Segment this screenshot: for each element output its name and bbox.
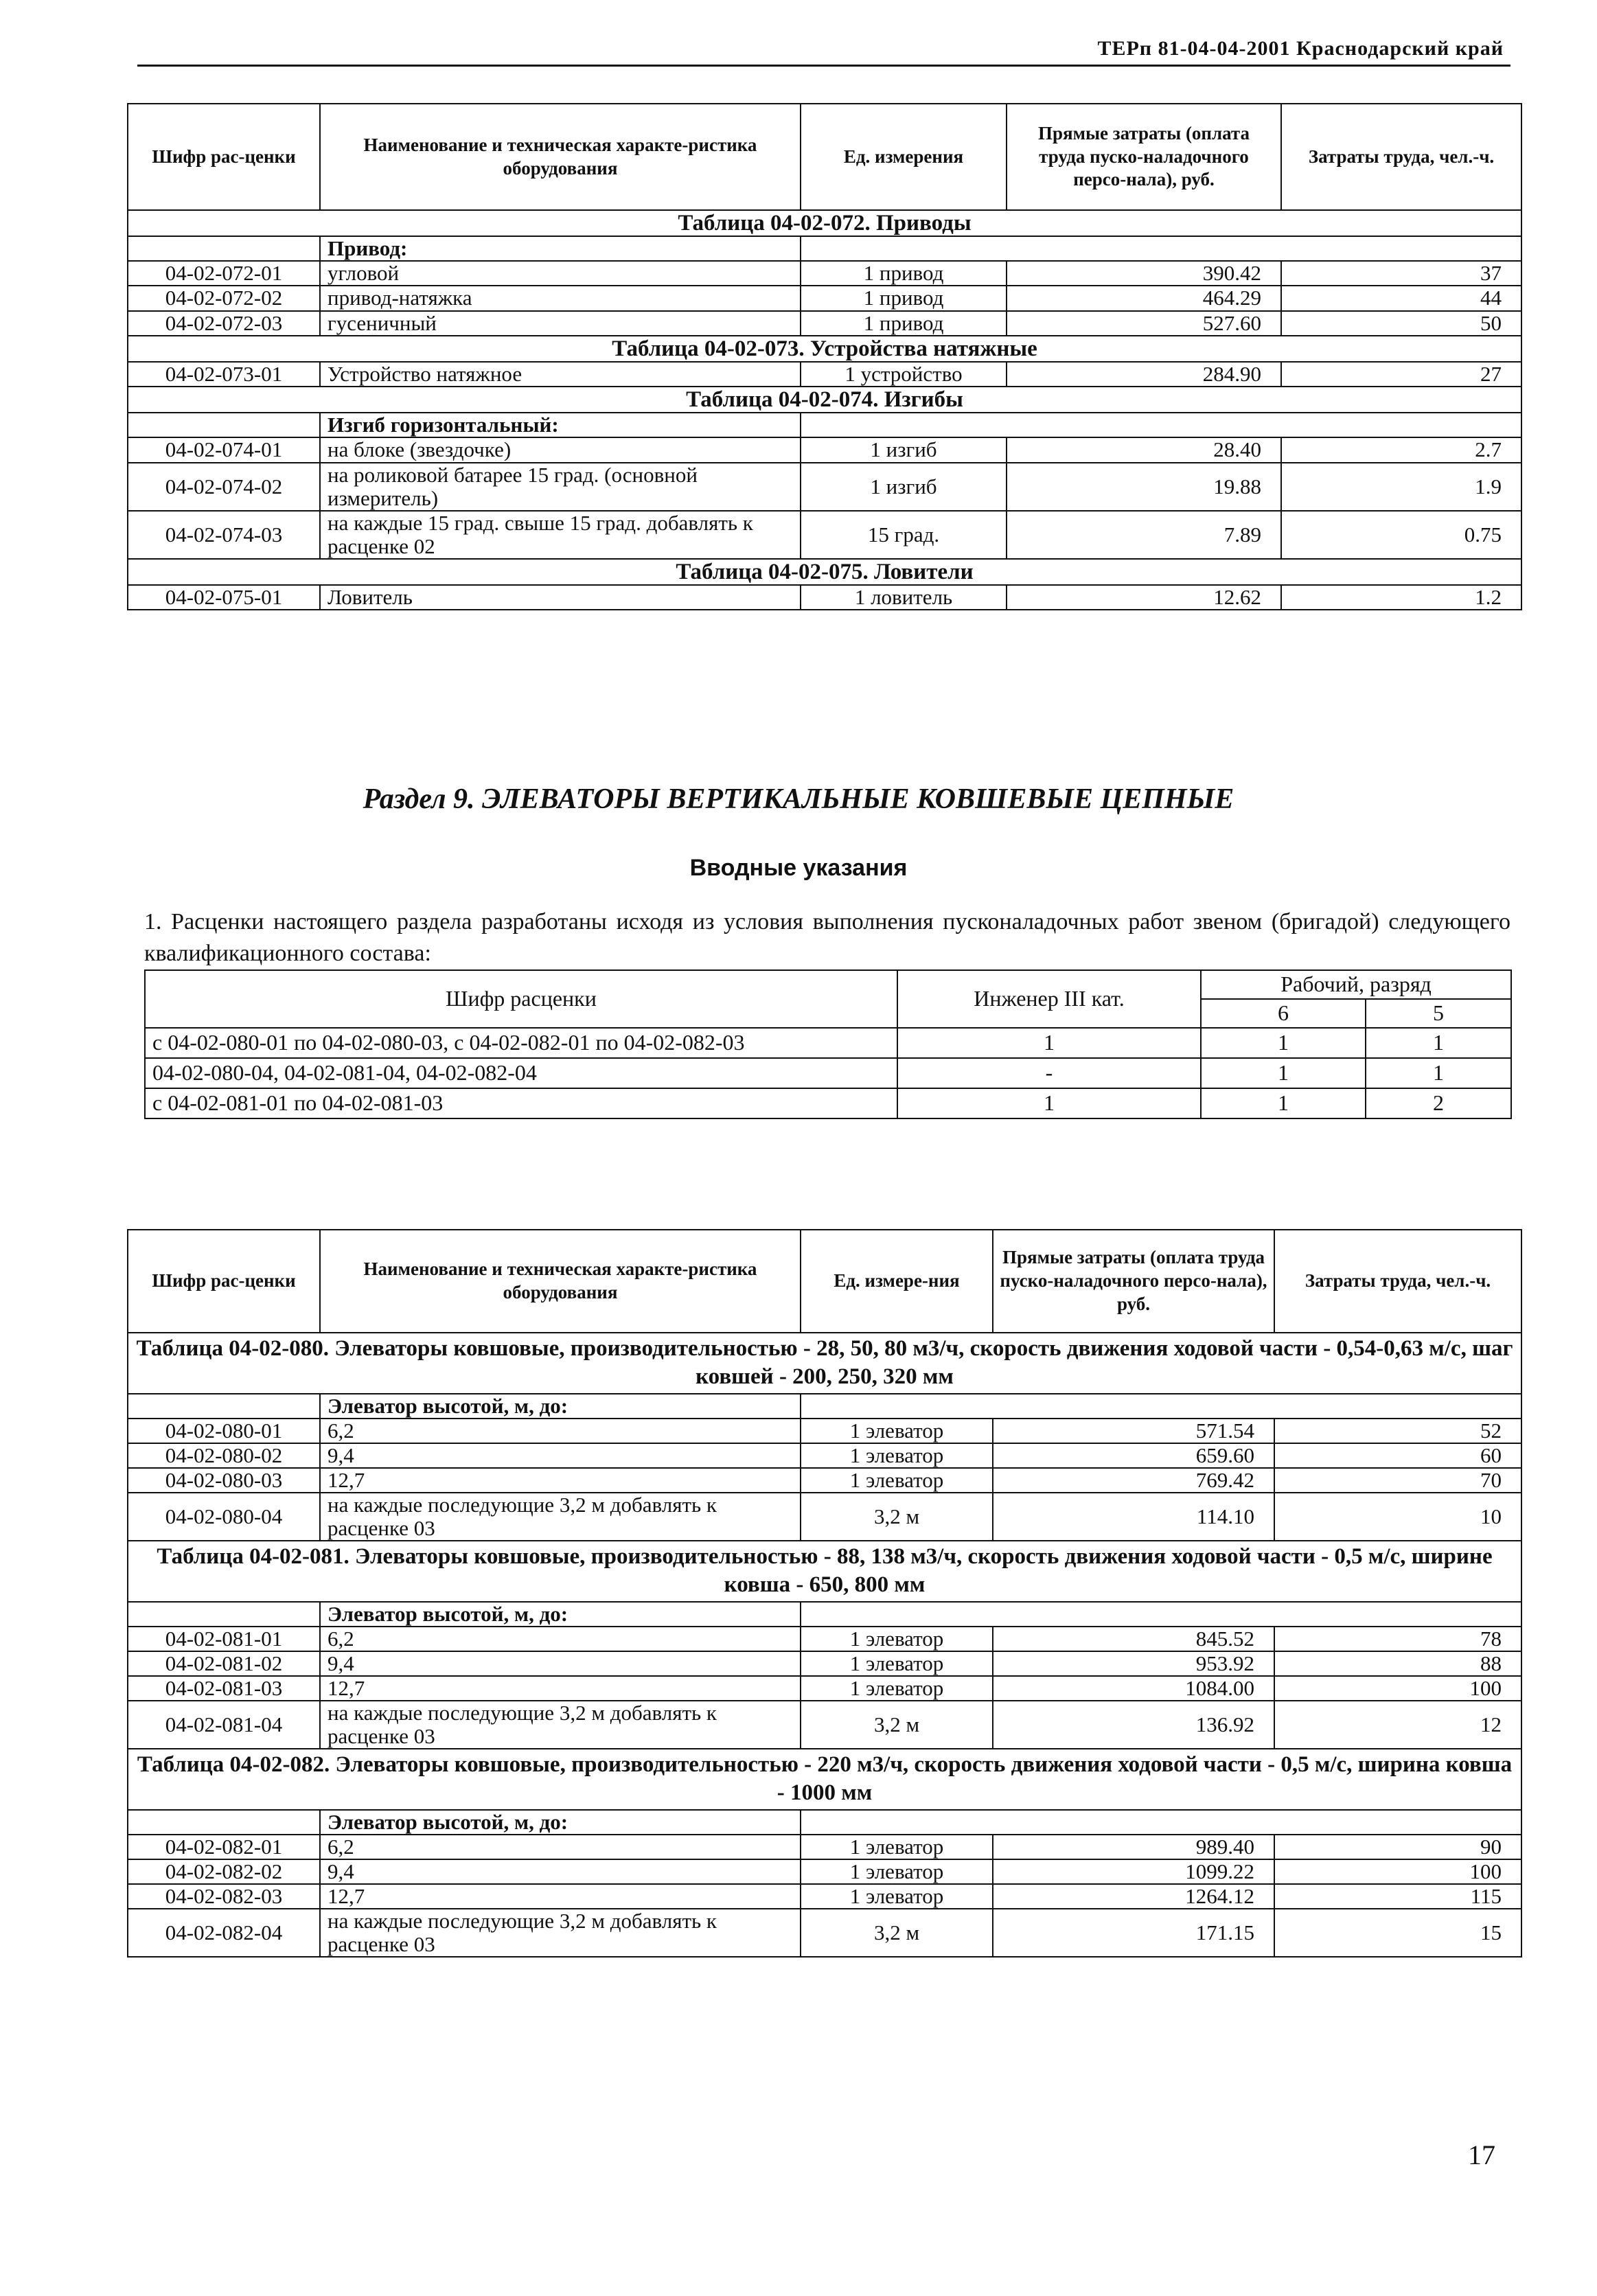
- item-name: 9,4: [320, 1859, 801, 1884]
- direct-cost: 1264.12: [993, 1884, 1274, 1909]
- item-name: 12,7: [320, 1676, 801, 1701]
- unit-of-measure: 1 элеватор: [801, 1443, 993, 1468]
- item-name: 6,2: [320, 1419, 801, 1443]
- group-row: [128, 1602, 1521, 1627]
- empty-cell: [128, 236, 320, 261]
- group-label: Элеватор высотой, м, до:: [320, 1602, 801, 1627]
- crew-row-grade5: 1: [1366, 1028, 1511, 1058]
- direct-cost: 953.92: [993, 1651, 1274, 1676]
- table-section-title: Таблица 04-02-072. Приводы: [128, 210, 1521, 236]
- direct-cost: 1084.00: [993, 1676, 1274, 1701]
- table-row: [128, 1884, 1521, 1909]
- unit-of-measure: 1 изгиб: [801, 463, 1007, 511]
- crew-row-grade6: 1: [1201, 1088, 1366, 1118]
- table-row: [128, 1835, 1521, 1859]
- rate-code: 04-02-082-03: [128, 1884, 320, 1909]
- unit-of-measure: 3,2 м: [801, 1493, 993, 1541]
- unit-of-measure: 1 элеватор: [801, 1627, 993, 1651]
- labor-cost: 37: [1281, 261, 1521, 286]
- unit-of-measure: 1 привод: [801, 311, 1007, 336]
- col-header-name: Наименование и техническая характе-ристика оборудования: [320, 104, 801, 210]
- crew-row-engineer: 1: [897, 1088, 1201, 1118]
- unit-of-measure: 1 устройство: [801, 362, 1007, 387]
- col-header-code: Шифр рас-ценки: [128, 104, 320, 210]
- direct-cost: 284.90: [1007, 362, 1281, 387]
- direct-cost: 19.88: [1007, 463, 1281, 511]
- unit-of-measure: 1 элеватор: [801, 1884, 993, 1909]
- table-row: [128, 362, 1521, 387]
- direct-cost: 136.92: [993, 1701, 1274, 1749]
- labor-cost: 1.9: [1281, 463, 1521, 511]
- table-section-title: Таблица 04-02-073. Устройства натяжные: [128, 336, 1521, 362]
- table-row: [128, 311, 1521, 336]
- crew-row-engineer: -: [897, 1058, 1201, 1088]
- group-label: Изгиб горизонтальный:: [320, 413, 801, 437]
- table-row: [128, 511, 1521, 559]
- unit-of-measure: 1 привод: [801, 261, 1007, 286]
- labor-cost: 12: [1274, 1701, 1521, 1749]
- table-section-title-row: [128, 1749, 1521, 1810]
- unit-of-measure: 3,2 м: [801, 1701, 993, 1749]
- labor-cost: 70: [1274, 1468, 1521, 1493]
- col-header-labor: Затраты труда, чел.-ч.: [1281, 104, 1521, 210]
- rate-code: 04-02-080-01: [128, 1419, 320, 1443]
- rate-code: 04-02-075-01: [128, 585, 320, 610]
- direct-cost: 527.60: [1007, 311, 1281, 336]
- empty-cell: [128, 1810, 320, 1835]
- labor-cost: 0.75: [1281, 511, 1521, 559]
- direct-cost: 171.15: [993, 1909, 1274, 1957]
- item-name: 6,2: [320, 1627, 801, 1651]
- unit-of-measure: 1 ловитель: [801, 585, 1007, 610]
- table-row: [128, 1859, 1521, 1884]
- table-row: [128, 585, 1521, 610]
- direct-cost: 12.62: [1007, 585, 1281, 610]
- crew-col-engineer: Инженер III кат.: [897, 970, 1201, 1028]
- item-name: Устройство натяжное: [320, 362, 801, 387]
- table-section-title: Таблица 04-02-080. Элеваторы ковшовые, производительностью - 28, 50, 80 м3/ч, скорость движения ходовой части - 0,54-0,63 м/с, шаг ковшей - 200, 250, 320 мм: [128, 1333, 1521, 1394]
- rate-code: 04-02-081-01: [128, 1627, 320, 1651]
- table-section-title: Таблица 04-02-074. Изгибы: [128, 387, 1521, 413]
- col-header-cost: Прямые затраты (оплата труда пуско-наладочного персо-нала), руб.: [993, 1230, 1274, 1333]
- labor-cost: 1.2: [1281, 585, 1521, 610]
- table-row: [128, 261, 1521, 286]
- labor-cost: 78: [1274, 1627, 1521, 1651]
- table-row: [128, 1419, 1521, 1443]
- empty-cell: [128, 1602, 320, 1627]
- crew-table: [144, 969, 1512, 1119]
- table-row: [128, 1701, 1521, 1749]
- rate-code: 04-02-082-02: [128, 1859, 320, 1884]
- crew-grade-5: 5: [1366, 999, 1511, 1028]
- unit-of-measure: 1 элеватор: [801, 1651, 993, 1676]
- section-title: Раздел 9. ЭЛЕВАТОРЫ ВЕРТИКАЛЬНЫЕ КОВШЕВЫЕ ЦЕПНЫЕ: [363, 783, 1234, 815]
- labor-cost: 15: [1274, 1909, 1521, 1957]
- col-header-code: Шифр рас-ценки: [128, 1230, 320, 1333]
- table-section-title-row: [128, 1541, 1521, 1602]
- table-section-title-row: [128, 210, 1521, 236]
- unit-of-measure: 1 элеватор: [801, 1676, 993, 1701]
- table-section-title: Таблица 04-02-081. Элеваторы ковшовые, производительностью - 88, 138 м3/ч, скорость движения ходовой части - 0,5 м/с, ширине ковша - 650, 800 мм: [128, 1541, 1521, 1602]
- direct-cost: 114.10: [993, 1493, 1274, 1541]
- table-row: [128, 1443, 1521, 1468]
- crew-row-code: с 04-02-080-01 по 04-02-080-03, с 04-02-082-01 по 04-02-082-03: [145, 1028, 897, 1058]
- item-name: привод-натяжка: [320, 286, 801, 310]
- table-section-title-row: [128, 559, 1521, 585]
- labor-cost: 100: [1274, 1859, 1521, 1884]
- item-name: гусеничный: [320, 311, 801, 336]
- page-number: 17: [1468, 2139, 1495, 2170]
- col-header-unit: Ед. измерения: [801, 104, 1007, 210]
- table-row: [128, 286, 1521, 310]
- group-label: Привод:: [320, 236, 801, 261]
- crew-row-grade5: 1: [1366, 1058, 1511, 1088]
- group-row: [128, 1394, 1521, 1419]
- rate-code: 04-02-080-04: [128, 1493, 320, 1541]
- table-row: [128, 463, 1521, 511]
- table-row: [128, 1468, 1521, 1493]
- item-name: 12,7: [320, 1884, 801, 1909]
- labor-cost: 90: [1274, 1835, 1521, 1859]
- col-header-cost: Прямые затраты (оплата труда пуско-наладочного персо-нала), руб.: [1007, 104, 1281, 210]
- table-section-title-row: [128, 387, 1521, 413]
- table-row: [128, 1651, 1521, 1676]
- crew-row-grade5: 2: [1366, 1088, 1511, 1118]
- direct-cost: 659.60: [993, 1443, 1274, 1468]
- direct-cost: 28.40: [1007, 437, 1281, 462]
- crew-row-code: с 04-02-081-01 по 04-02-081-03: [145, 1088, 897, 1118]
- page-header: [137, 34, 1510, 67]
- rate-code: 04-02-074-01: [128, 437, 320, 462]
- col-header-unit: Ед. измере-ния: [801, 1230, 993, 1333]
- item-name: 6,2: [320, 1835, 801, 1859]
- group-label: Элеватор высотой, м, до:: [320, 1394, 801, 1419]
- item-name: на роликовой батарее 15 град. (основной измеритель): [320, 463, 801, 511]
- crew-row-grade6: 1: [1201, 1058, 1366, 1088]
- crew-col-worker: Рабочий, разряд: [1201, 970, 1511, 999]
- item-name: на блоке (звездочке): [320, 437, 801, 462]
- table-row: [128, 437, 1521, 462]
- crew-col-code: Шифр расценки: [145, 970, 897, 1028]
- rate-code: 04-02-074-02: [128, 463, 320, 511]
- rate-code: 04-02-081-02: [128, 1651, 320, 1676]
- direct-cost: 390.42: [1007, 261, 1281, 286]
- unit-of-measure: 1 элеватор: [801, 1468, 993, 1493]
- intro-title: Вводные указания: [689, 855, 908, 881]
- empty-cell: [128, 413, 320, 437]
- crew-row-engineer: 1: [897, 1028, 1201, 1058]
- labor-cost: 100: [1274, 1676, 1521, 1701]
- unit-of-measure: 1 элеватор: [801, 1835, 993, 1859]
- item-name: на каждые последующие 3,2 м добавлять к расценке 03: [320, 1493, 801, 1541]
- empty-cell: [801, 236, 1521, 261]
- header-text: ТЕРп 81-04-04-2001 Краснодарский край: [1097, 37, 1504, 60]
- col-header-labor: Затраты труда, чел.-ч.: [1274, 1230, 1521, 1333]
- rate-code: 04-02-074-03: [128, 511, 320, 559]
- empty-cell: [801, 1394, 1521, 1419]
- crew-grade-6: 6: [1201, 999, 1366, 1028]
- unit-of-measure: 15 град.: [801, 511, 1007, 559]
- rate-code: 04-02-073-01: [128, 362, 320, 387]
- rates-table-080-082: [127, 1229, 1522, 1958]
- direct-cost: 769.42: [993, 1468, 1274, 1493]
- labor-cost: 115: [1274, 1884, 1521, 1909]
- table-section-title-row: [128, 1333, 1521, 1394]
- labor-cost: 10: [1274, 1493, 1521, 1541]
- group-row: [128, 1810, 1521, 1835]
- direct-cost: 845.52: [993, 1627, 1274, 1651]
- rates-table-072-075: [127, 103, 1522, 610]
- table-row: [128, 1627, 1521, 1651]
- rate-code: 04-02-082-04: [128, 1909, 320, 1957]
- labor-cost: 52: [1274, 1419, 1521, 1443]
- group-label: Элеватор высотой, м, до:: [320, 1810, 801, 1835]
- direct-cost: 464.29: [1007, 286, 1281, 310]
- group-row: [128, 413, 1521, 437]
- empty-cell: [801, 1810, 1521, 1835]
- labor-cost: 27: [1281, 362, 1521, 387]
- item-name: Ловитель: [320, 585, 801, 610]
- unit-of-measure: 1 привод: [801, 286, 1007, 310]
- unit-of-measure: 1 элеватор: [801, 1859, 993, 1884]
- item-name: угловой: [320, 261, 801, 286]
- rate-code: 04-02-080-03: [128, 1468, 320, 1493]
- table-section-title: Таблица 04-02-082. Элеваторы ковшовые, производительностью - 220 м3/ч, скорость движения ходовой части - 0,5 м/с, ширина ковша - 1000 мм: [128, 1749, 1521, 1810]
- rate-code: 04-02-081-04: [128, 1701, 320, 1749]
- rate-code: 04-02-080-02: [128, 1443, 320, 1468]
- table-section-title-row: [128, 336, 1521, 362]
- unit-of-measure: 1 изгиб: [801, 437, 1007, 462]
- rate-code: 04-02-072-01: [128, 261, 320, 286]
- table-row: [128, 1909, 1521, 1957]
- rate-code: 04-02-072-03: [128, 311, 320, 336]
- rate-code: 04-02-072-02: [128, 286, 320, 310]
- labor-cost: 44: [1281, 286, 1521, 310]
- labor-cost: 88: [1274, 1651, 1521, 1676]
- labor-cost: 50: [1281, 311, 1521, 336]
- labor-cost: 2.7: [1281, 437, 1521, 462]
- group-row: [128, 236, 1521, 261]
- intro-paragraph: 1. Расценки настоящего раздела разработаны исходя из условия выполнения пусконаладочных работ звеном (бригадой) следующего квалификационного состава:: [144, 909, 1510, 966]
- direct-cost: 7.89: [1007, 511, 1281, 559]
- crew-row-code: 04-02-080-04, 04-02-081-04, 04-02-082-04: [145, 1058, 897, 1088]
- empty-cell: [801, 413, 1521, 437]
- direct-cost: 571.54: [993, 1419, 1274, 1443]
- unit-of-measure: 3,2 м: [801, 1909, 993, 1957]
- item-name: на каждые 15 град. свыше 15 град. добавлять к расценке 02: [320, 511, 801, 559]
- rate-code: 04-02-081-03: [128, 1676, 320, 1701]
- col-header-name: Наименование и техническая характе-ристика оборудования: [320, 1230, 801, 1333]
- item-name: 9,4: [320, 1651, 801, 1676]
- rate-code: 04-02-082-01: [128, 1835, 320, 1859]
- direct-cost: 1099.22: [993, 1859, 1274, 1884]
- table-section-title: Таблица 04-02-075. Ловители: [128, 559, 1521, 585]
- direct-cost: 989.40: [993, 1835, 1274, 1859]
- unit-of-measure: 1 элеватор: [801, 1419, 993, 1443]
- item-name: на каждые последующие 3,2 м добавлять к расценке 03: [320, 1701, 801, 1749]
- table-row: [128, 1493, 1521, 1541]
- item-name: 12,7: [320, 1468, 801, 1493]
- table-row: [128, 1676, 1521, 1701]
- labor-cost: 60: [1274, 1443, 1521, 1468]
- empty-cell: [128, 1394, 320, 1419]
- empty-cell: [801, 1602, 1521, 1627]
- crew-row-grade6: 1: [1201, 1028, 1366, 1058]
- item-name: 9,4: [320, 1443, 801, 1468]
- item-name: на каждые последующие 3,2 м добавлять к расценке 03: [320, 1909, 801, 1957]
